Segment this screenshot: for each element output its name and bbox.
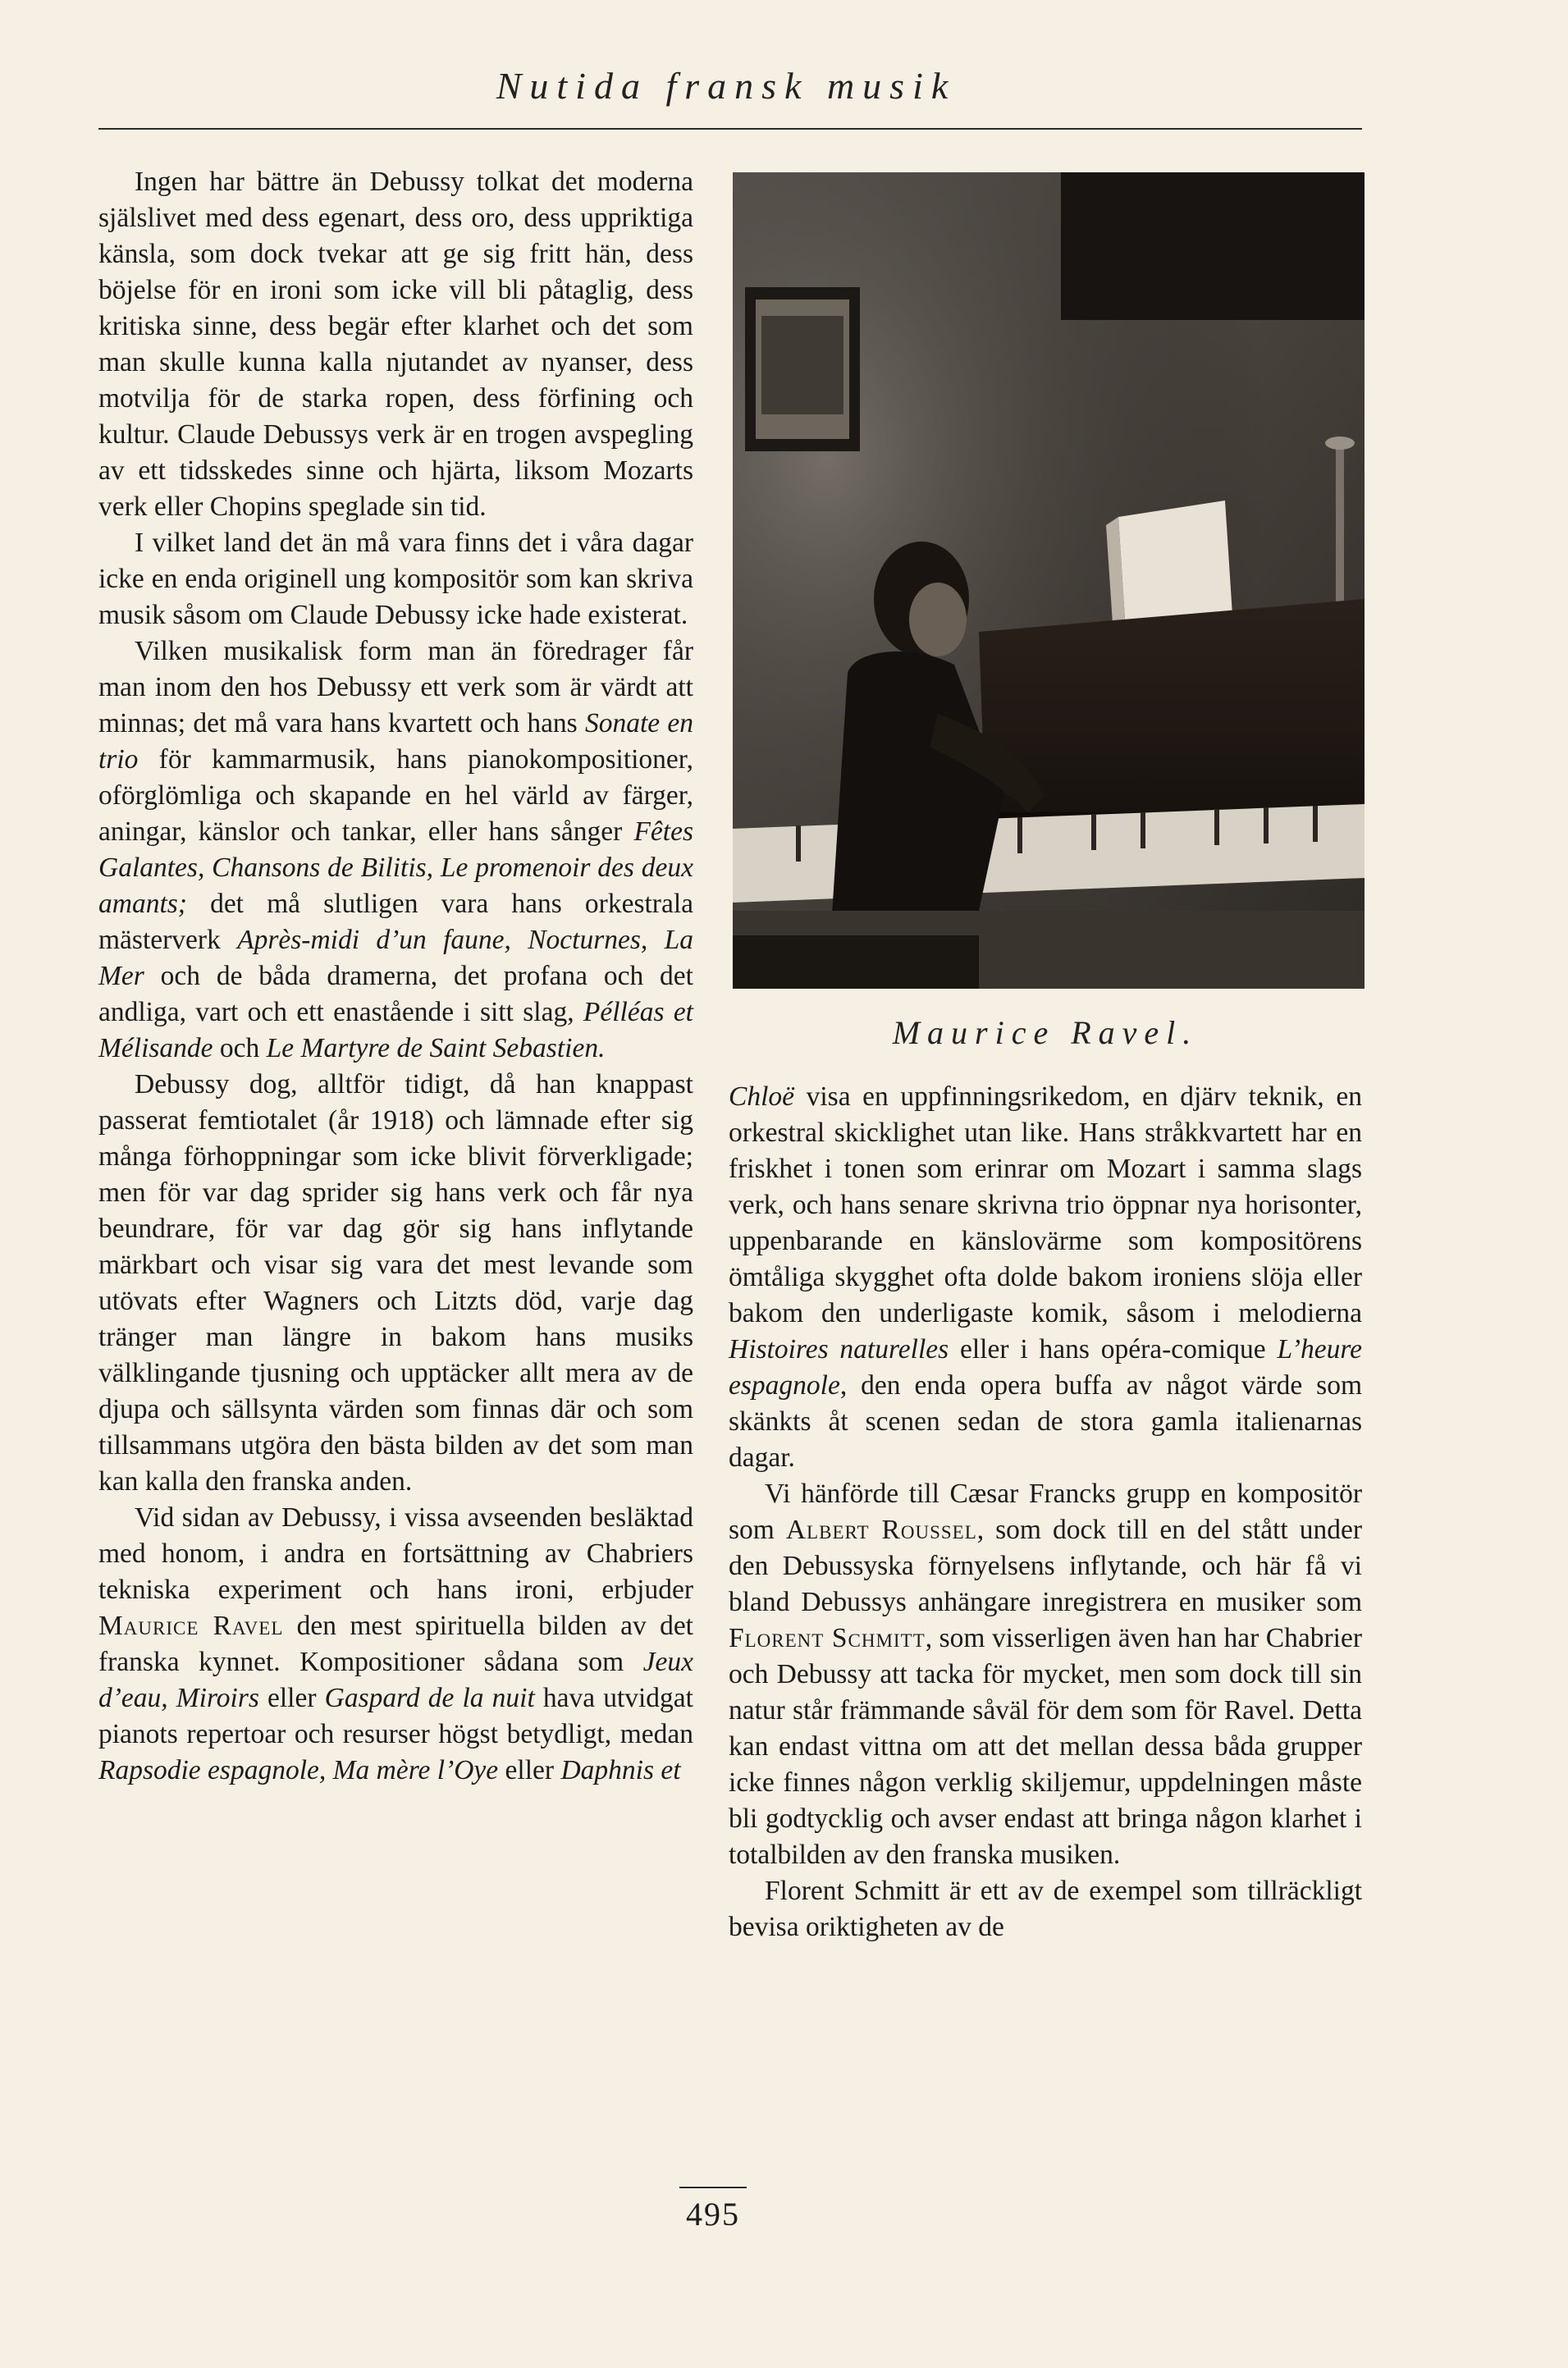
paragraph-debussy-intro: Ingen har bättre än Debussy tolkat det moderna själslivet med dess egenart, dess oro, dess uppriktiga känsla, som dock tvekar att ge sig fritt hän, dess böjelse för en ironi som icke vill bli påtaglig, dess kritiska sinne, dess begär efter klarhet och det som man skulle kunna kalla njutandet av nyanser, dess motvilja för de starka ropen, dess förfining och kultur. Claude Debussys verk är en trogen avspegling av ett tidsskedes sinne och hjärta, liksom Mozarts verk eller Chopins speglade sin tid. [98, 167, 693, 522]
paragraph-roussel-schmitt [729, 1476, 1362, 1873]
text-run: Vi hänförde till Cæsar Francks grupp en kompositör som [729, 1479, 1362, 1545]
text-run: , som dock till en del stått under den Debussyska förnyelsens inflytande, och här få vi bland Debussys anhängare inregistrera en musiker som [729, 1515, 1362, 1617]
text-run: eller i hans opéra-comique [949, 1334, 1278, 1365]
ravel-at-piano-photo [733, 172, 1365, 989]
right-column [729, 1079, 1362, 1945]
work-title: Pélléas et Mélisande [98, 997, 693, 1063]
paragraph-ravel-intro [98, 1500, 693, 1789]
text-run: det må slutligen vara hans orkestrala mästerverk [98, 889, 693, 955]
text-run: Vilken musikalisk form man än föredrager får man inom den hos Debussy ett verk som är värdt att minnas; det må vara hans kvartett och hans [98, 636, 693, 738]
header-rule [98, 128, 1362, 130]
paragraph-debussy-death: Debussy dog, alltför tidigt, då han knappast passerat femtiotalet (år 1918) och lämnade efter sig många förhoppningar som icke blivit förverkligade; men för var dag sprider sig hans verk och får nya beundrare, för var dag gör sig hans inflytande märkbart och visar sig vara det mest levande som utövats efter Wagners och Litzts död, varje dag tränger man längre in bakom hans musiks välklingande tjusning och upptäcker allt mera av de djupa och sällsynta värden som finnas där och som tillsammans utgöra den bästa bilden av det som man kan kalla den franska anden. [98, 1069, 693, 1497]
text-run: och [213, 1033, 267, 1063]
folio-rule [679, 2187, 747, 2188]
running-head: Nutida fransk musik [496, 65, 957, 107]
text-run: eller [258, 1683, 325, 1713]
text-run: , som visserligen även han har Chabrier och Debussy att tacka för mycket, men som dock till sin natur står främmande såväl för dem som för Ravel. Detta kan endast vittna om att det mellan dessa båda grupper icke finnes någon verklig skiljemur, uppdelningen måste bli godtycklig och avser endast att bringa någon klarhet i totalbilden av den franska musiken. [729, 1623, 1362, 1870]
paragraph-ravel-works [729, 1079, 1362, 1476]
work-title: Histoires naturelles [729, 1334, 949, 1365]
work-title: Daphnis et [560, 1755, 681, 1785]
left-column [98, 164, 693, 1789]
composer-name: Albert Roussel [785, 1515, 977, 1545]
text-run: eller [498, 1755, 561, 1785]
work-title: Chloë [729, 1081, 795, 1112]
work-title: Après-midi d’un faune, Nocturnes, La Mer [98, 925, 694, 991]
paragraph-debussy-works [98, 633, 693, 1067]
page-number: 495 [686, 2196, 740, 2233]
work-title: L’heure espagnole [729, 1334, 1363, 1401]
text-run: för kammarmusik, hans pianokompositioner, oförglömliga och skapande en hel värld av färger, aningar, känslor och tankar, eller hans sånger [98, 744, 693, 847]
text-run: Vid sidan av Debussy, i vissa avseenden besläktad med honom, i andra en fortsättning av Chabriers tekniska experiment och hans ironi, erbjuder [98, 1502, 693, 1605]
composer-name: Maurice Ravel [98, 1611, 284, 1641]
work-title: Fêtes Galantes, Chansons de Bilitis, Le promenoir des deux amants; [98, 816, 693, 919]
text-run: , den enda opera buffa av något värde som skänkts åt scenen sedan de stora gamla italienarnas dagar. [729, 1370, 1362, 1473]
text-run: visa en uppfinningsrikedom, en djärv teknik, en orkestral skicklighet utan like. Hans stråkkvartett har en friskhet i tonen som erinrar om Mozart i samma slags verk, och hans senare skrivna trio öppnar nya horisonter, uppenbarande en känslovärme som kompositörens ömtåliga skygghet ofta dolde bakom ironiens slöja eller bakom den underligaste komik, såsom i melodierna [729, 1081, 1362, 1328]
work-title: Le Martyre de Saint Sebastien. [266, 1033, 606, 1063]
photo-illustration [733, 172, 1365, 989]
text-run: hava utvidgat pianots repertoar och resurser högst betydligt, medan [98, 1683, 693, 1749]
work-title: Sonate en trio [98, 708, 694, 775]
text-run: den mest spirituella bilden av det franska kynnet. Kompositioner sådana som [98, 1611, 693, 1677]
paragraph-debussy-influence: I vilket land det än må vara finns det i våra dagar icke en enda originell ung kompositör som kan skriva musik såsom om Claude Debussy icke hade existerat. [98, 528, 693, 630]
text-run: och de båda dramerna, det profana och det andliga, vart och ett enastående i sitt slag, [98, 961, 693, 1027]
work-title: Gaspard de la nuit [324, 1683, 535, 1713]
photo-caption: Maurice Ravel. [892, 1014, 1199, 1051]
composer-name: Florent Schmitt [729, 1623, 926, 1653]
work-title: Rapsodie espagnole, Ma mère l’Oye [98, 1755, 499, 1785]
work-title: Jeux d’eau, Miroirs [98, 1647, 693, 1713]
paragraph-schmitt-example: Florent Schmitt är ett av de exempel som tillräckligt bevisa oriktigheten av de [729, 1876, 1362, 1942]
